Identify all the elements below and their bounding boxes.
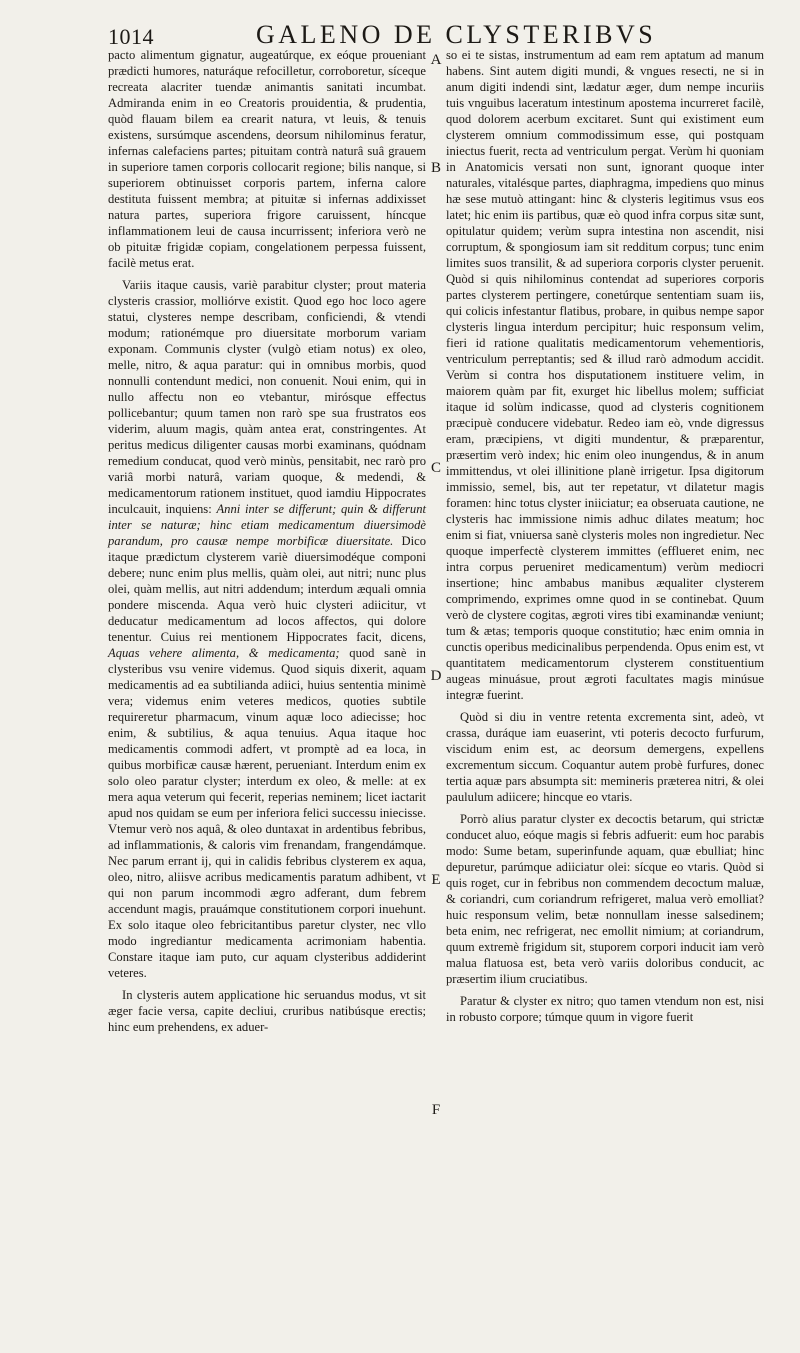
running-title: GALENO DE CLYSTERIBVS bbox=[256, 20, 657, 49]
margin-letter: D bbox=[430, 668, 442, 684]
hippocrates-quote: Aquas vehere alimenta, & medicamenta; bbox=[108, 646, 340, 660]
text-run: Dico itaque prædictum clysterem variè diuersimodéque componi debere; nunc enim plus mellis, quàm olei, aut nitri; nunc plus olei, quàm mellis, aut nitri addendum; interdum æquali omnia pondere miscenda. Aqua verò huic clysteri adiicitur, vt deducatur medicamentum ad locos affectos, qui dolore tenentur. Cuius rei mentionem Hippocrates facit, dicens, bbox=[108, 534, 426, 644]
margin-letter: F bbox=[431, 1102, 441, 1118]
paragraph: Quòd si diu in ventre retenta excrementa sint, adeò, vt crassa, duráque iam euaserint, vti poteris decocto furfurum, viscidum enim est, ac deorsum demergens, expellens excrementum siccum. Coquantur autem probè furfures, donec tertia aquæ pars absumpta sit: memineris præterea nitri, & olei paululum adiicere; hincque eo vtaris. bbox=[446, 710, 764, 804]
right-column bbox=[446, 47, 764, 1025]
page-number: 1014 bbox=[108, 24, 154, 49]
paragraph: Paratur & clyster ex nitro; quo tamen vtendum non est, nisi in robusto corpore; túmque quum in vigore fuerit bbox=[446, 994, 764, 1024]
text-run: quod sanè in clysteribus vsu venire videmus. Quod siquis dixerit, aquam medicamentis ad ea subtilianda adiici, huius sententia minimè vera; videmus enim veteres medicos, quoties subtile requireretur pharmacum, vinum aquæ loco adiecisse; hoc enim, & subtilius, & aqua tenuius. Aqua itaque hoc medicamentis commodi adfert, vt promptè ad ea loca, in quibus morbificæ causæ hærent, perueniant. Interdum enim ex solo oleo paratur clyster; interdum ex oleo, & melle: at ex mera aqua veterum qui fecerit, reperias neminem; licet iactarit apud nos quidam se eum per inferiora felici successu iniecisse. Vtemur verò nos aquâ, & oleo duntaxat in ardentibus febribus, ad inflammationis, & caloris vim frenandam, frangendámque. Nec parum errant ij, qui in calidis febribus clysterem ex aqua, oleo, nitro, aliisve acribus medicamentis paratum adhibent, vt qui non parum incommodi ægro adferant, dum febrem accendunt magis, prauámque constitutionem corpori inuehunt. Ex solo itaque oleo febricitantibus paretur clyster, nec vllo modo ingrediantur medicamenta acrimoniam habentia. Constare itaque iam puto, cur aquam clysteribus addiderint veteres. bbox=[108, 646, 426, 980]
paragraph bbox=[108, 277, 426, 981]
margin-letter: C bbox=[430, 460, 441, 476]
margin-letter: B bbox=[430, 160, 441, 176]
paragraph: so ei te sistas, instrumentum ad eam rem aptatum ad manum habens. Sint autem digiti mundi, & vngues resecti, ne si in anum digiti indendi sint, lædatur æger, dum nempe incuriis tuis vnguibus laceratum intestinum apostema incurreret facilè, quod dolorem acerbum excitaret. Sunt qui existiment eum clysterem omnium commodissimum esse, qui postquam iniectus fuerit, recta ad ventriculum pergat. Verùm hi quoniam in Anatomicis versati non sunt, ignorant quoque inter naturales, vitalésque partes, diaphragma, impediens quo minus hæ sese mutuò attingant: hinc & clysteris legitimus vsus eos latet; hic enim iis partibus, quæ eò quod infra corpus sitæ sunt, opitulatur quidem; verùm supra intestina non ascendit, nisi corruptum, & spongiosum iam sit redditum corpus; tunc enim limites suos transilit, & ad superiora corporis clyster peruenit. Quòd si quis nihilominus contendat ad superiores corporis partes clysterem pertingere, conetúrque sententiam suam iis, qui colicis infestantur flatibus, probare, in quibus nempe sapor clysteris lingua interdum percipitur; huic responsum velim, fieri id ratione qualitatis medicamentorum vehementioris, ventriculum perreptantis; sed & illud rarò admodum accidit. Verùm si contra hos disputationem instituere velim, in maiorem quàm par fit, exurget hic libellus molem; sufficiat itaque id solùm indicasse, quod ad clysteris cognitionem præcipuè conducere videbatur. Redeo iam eò, vnde digressus eram, præcipiens, vt digiti mundentur, & præparentur, præsertim verò index; hic enim oleo inungendus, & in anum immittendus, vt olei illinitione planè irrigetur. Ipsa digitorum immissio, semel, bis, aut ter repetatur, vt dilatetur magis foramen: hinc totus clyster iniiciatur; ea obseruata cautione, ne clysteris hac immissione nimis adhuc dilates meatum; hoc enim si fiat, vniuersa sanè clysteris moles non ingredietur. Nec quoque imperfectè clysterem immittes (efflueret enim, nec intra corpus perueniret medicamentum) verùm mediocri insertione; hinc ambabus manibus æqualiter clysterem comprimendo, exprimes omne quod in se continebat. Quum verò de clystere cogitas, ægroti vires tibi examinandæ veniunt; tum & ætas; temporis quoque constitutio; hæc enim omnia in cunctis operibus medicinalibus perpendenda. Opus enim est, vt quantitatem medicamentorum clysterem constituentium augeas minuásue, prout ægroti facultates magis minúsue integræ fuerint. bbox=[446, 48, 764, 702]
left-column bbox=[108, 47, 426, 1035]
margin-letter: A bbox=[430, 52, 442, 68]
margin-letter: E bbox=[431, 872, 441, 888]
text-run: Variis itaque causis, variè parabitur clyster; prout materia clysteris crassior, molliórve existit. Quod ego hoc loco agere statui, clysteres nempe describam, conficiendi, & vtendi modum; rationémque pro diuersitate morborum variam exponam. Communis clyster (vulgò etiam notus) ex oleo, melle, nitro, & aqua paratur: qui in omnibus morbis, quod nonnulli contendunt medici, non conuenit. Noui enim, qui in nullo affectu non eo vtebantur, mirósque effectus pollicebantur; quum tamen non rarò spe sua frustratos eos viderim, aluum magis, quàm antea erat, constringentes. At peritus medicus diligenter causas morbi examinans, quódnam remedium conducat, quod verò minùs, pensitabit, nec rarò pro variâ morbi naturâ, variam quoque, & medendi, & medicamentorum rationem instituet, quod iamdiu Hippocrates inculcauit, inquiens: bbox=[108, 278, 426, 516]
paragraph: Porrò alius paratur clyster ex decoctis betarum, qui strictæ conducet aluo, eóque magis si febris adfuerit: eum hoc parabis modo: Sume betam, superinfunde aquam, quæ ebulliat; hinc depuretur, parúmque adiiciatur olei: sícque eo vtaris. Quòd si quis roget, cur in febribus non commendem decoctum maluæ, & coriandri, cum coriandrum refrigeret, malua verò emolliat? huic responsum velim, betæ nonnullam inesse salsedinem; beta enim, nec refrigerat, nec emollit nimium; at coriandrum, quum extremè frigidum sit, stuporem corpori inducit iam verò malua flatuosa est, beta verò variis doloribus conducit, ac præsertim ilium cruciatibus. bbox=[446, 812, 764, 986]
paragraph: In clysteris autem applicatione hic seruandus modus, vt sit æger facie versa, capite decliui, cruribus natibúsque erectis; hinc eum prehendens, ex aduer- bbox=[108, 988, 426, 1034]
paragraph: pacto alimentum gignatur, augeatúrque, ex eóque proueniant prædicti humores, naturáque refocilletur, corroboretur, síceque recreata alacriter tuendæ animantis sanitati incumbat. Admiranda enim in eo Creatoris prouidentia, & prudentia, quòd flauam bilem ea crearit natura, vt leuis, & tenuis existens, sursúmque ascendens, deorsum nihilominus feratur, infernas calefaciens partes; pituitam contrà naturâ suâ grauem in superiore tamen corporis collocarit regione; bilis nanque, si superiorem obtinuisset corporis partem, inferna calore destituta fuissent membra; at pituitæ si infernas addixisset natura partes, superiora frigore caruissent, híncque inflammationem leui de causa incurrissent; inferiora verò ne ob pituitæ frigidæ copiam, congelationem perpessa fuissent, facilè metus erat. bbox=[108, 48, 426, 270]
hippocrates-quote: Anni inter se differunt; quin & differunt inter se naturæ; hinc etiam medicamentum diuersimodè parandum, pro causæ nempe morbificæ diuersitate. bbox=[108, 502, 426, 548]
